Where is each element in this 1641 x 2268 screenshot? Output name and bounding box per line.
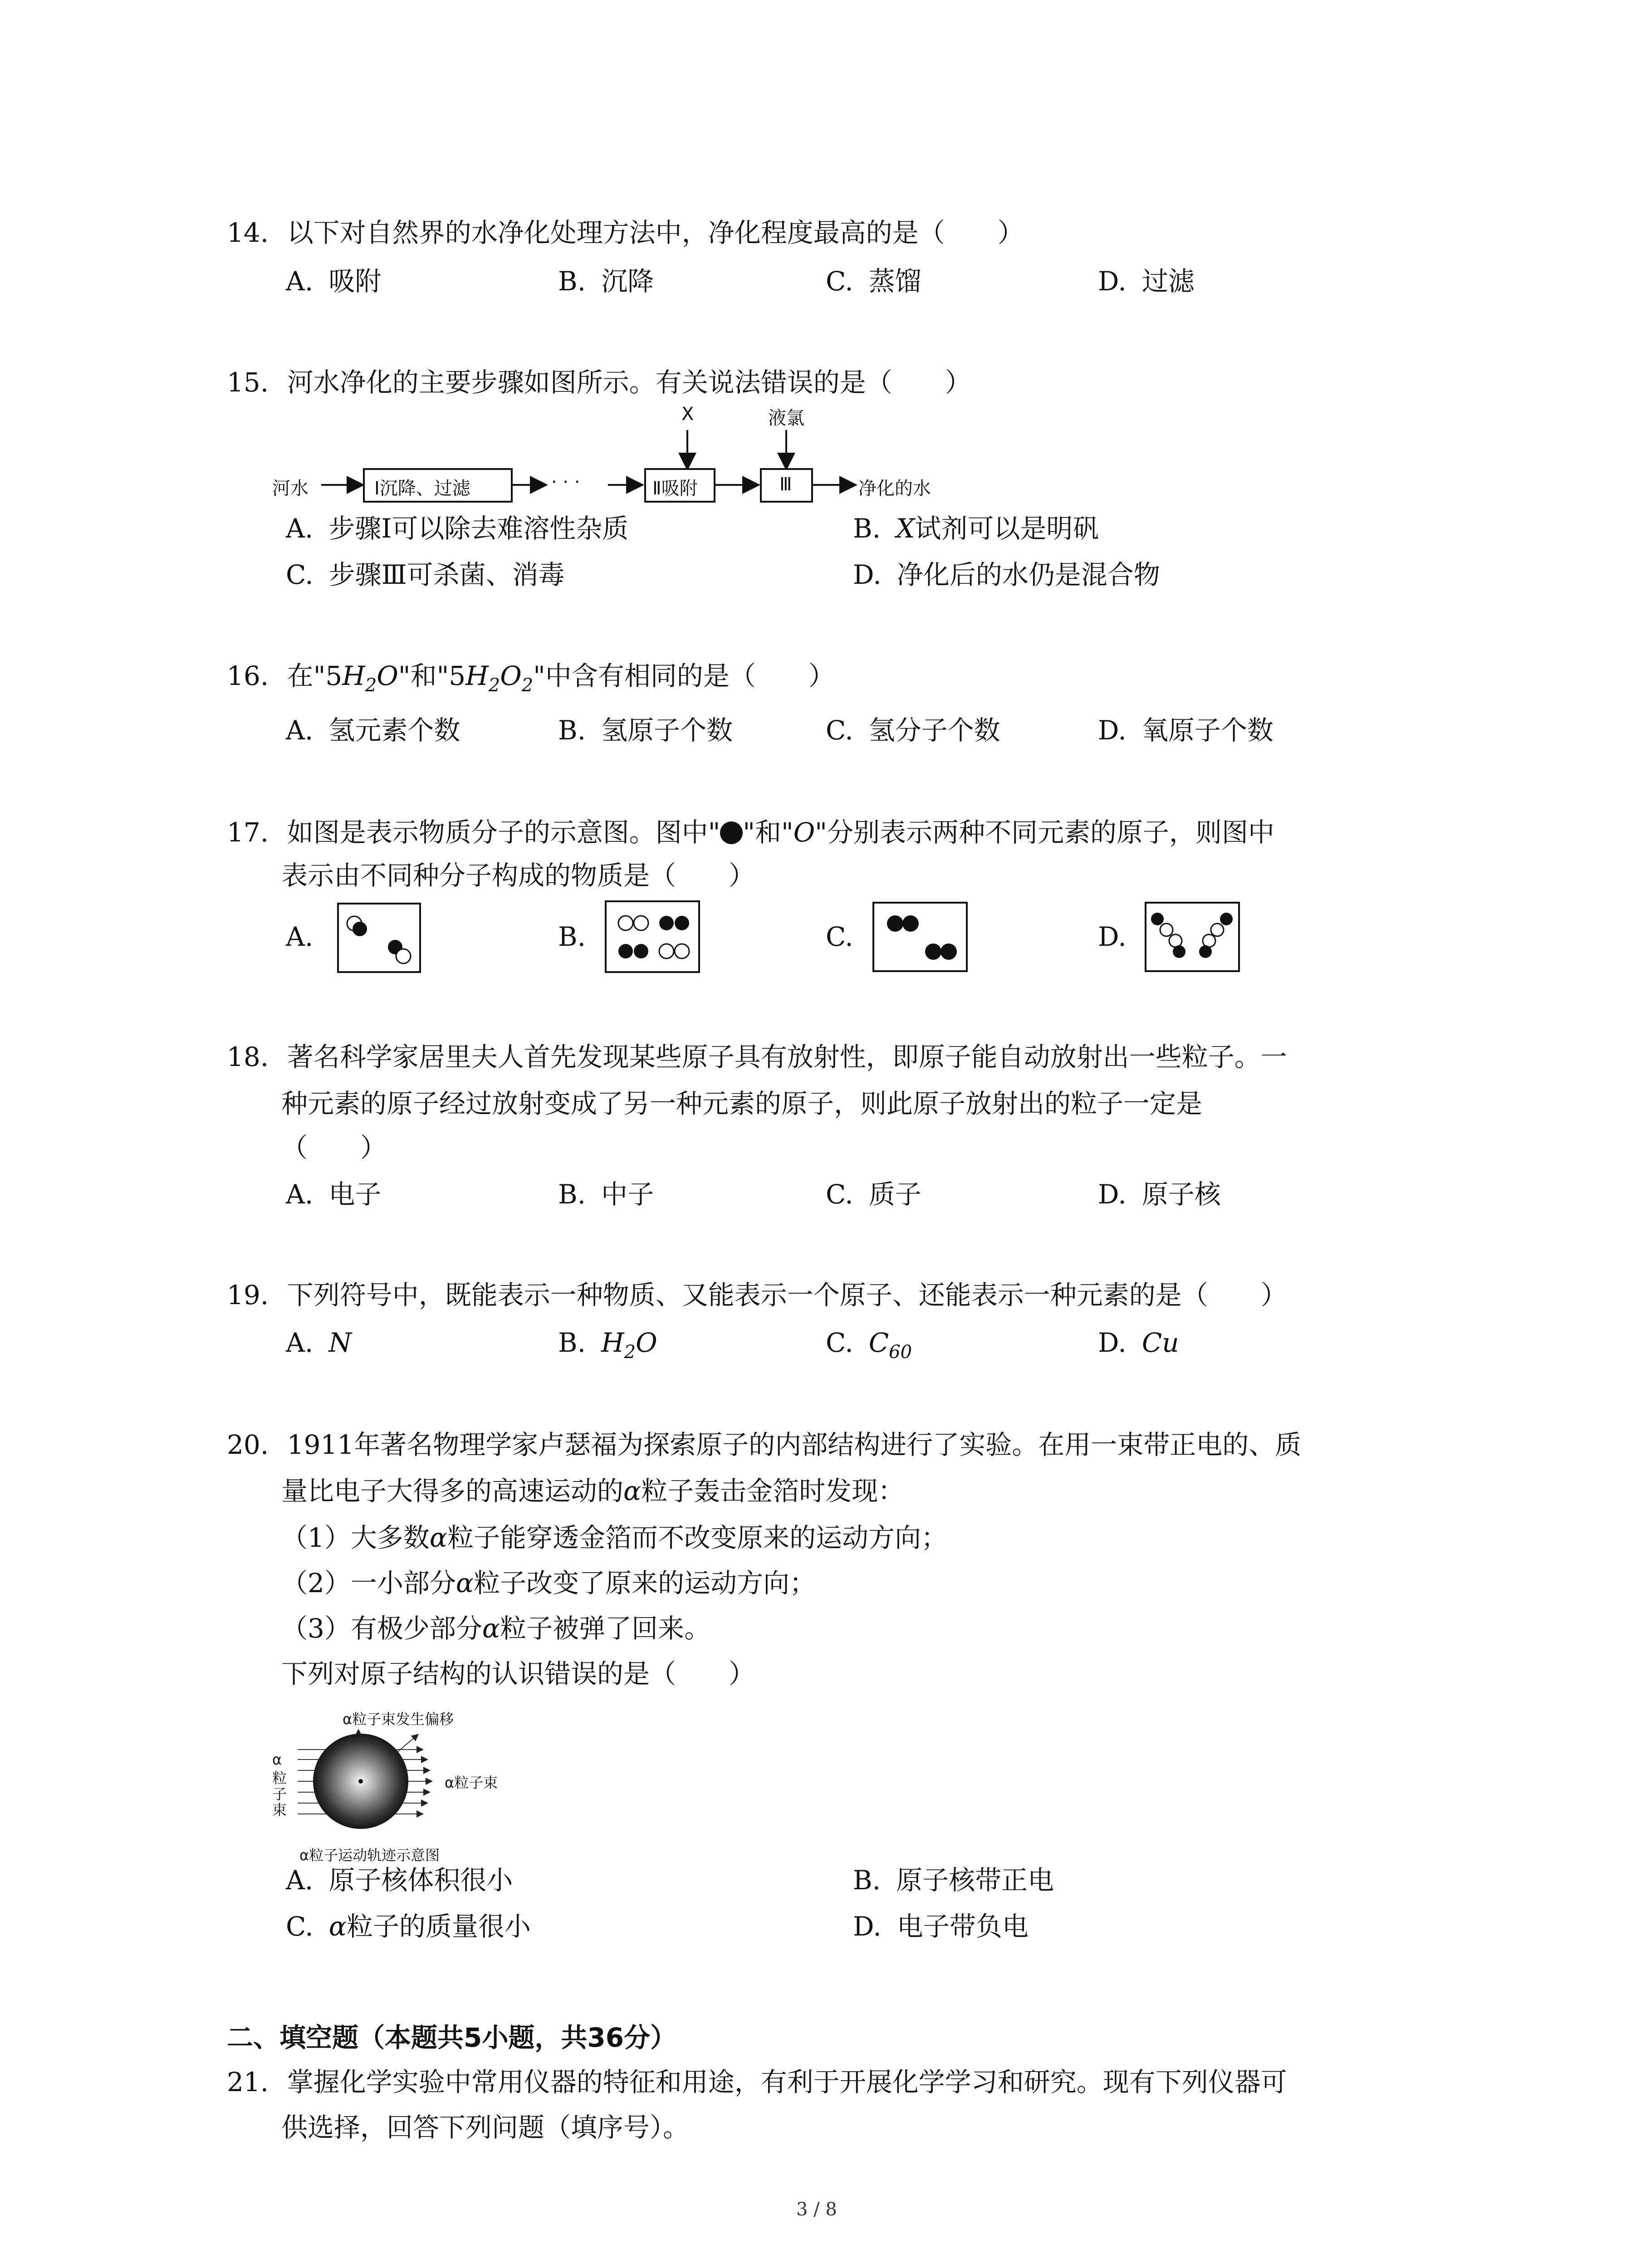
deflection-label: α粒子束发生偏移 <box>343 1711 454 1728</box>
q17-stem-line-2: 表示由不同种分子构成的物质是（ ） <box>281 860 755 891</box>
question-stem: 以下对自然界的水净化处理方法中，净化程度最高的是（ ） <box>287 217 1024 248</box>
q18-option-c: C. 质子 <box>826 1179 921 1210</box>
q19-option-a: A. N <box>286 1327 352 1358</box>
q14-option-c: C. 蒸馏 <box>826 266 921 297</box>
question-stem: 如图是表示物质分子的示意图。图中" "和"O"分别表示两种不同元素的原子，则图中 <box>287 817 1274 848</box>
q21-stem-line-2: 供选择，回答下列问题（填序号）。 <box>281 2112 690 2143</box>
x-reagent-label: X <box>681 404 694 425</box>
q15-stem-line <box>227 367 971 398</box>
q16-option-b: B. 氢原子个数 <box>558 715 733 746</box>
q21-stem-line-1 <box>227 2066 1287 2098</box>
q20-stem-line-1 <box>227 1429 1301 1461</box>
q20-observation-2: （2）一小部分α粒子改变了原来的运动方向； <box>281 1568 816 1598</box>
q17-option-d-molecule-diagram <box>1145 902 1240 972</box>
q15-option-b: B. X试剂可以是明矾 <box>853 513 1099 544</box>
q18-option-b: B. 中子 <box>558 1179 654 1210</box>
q19-stem-line <box>227 1279 1287 1311</box>
q20-stem-line-2: 量比电子大得多的高速运动的α粒子轰击金箔时发现： <box>281 1476 905 1506</box>
q14-option-d: D. 过滤 <box>1098 266 1195 297</box>
q18-option-a: A. 电子 <box>286 1179 382 1210</box>
q16-option-c: C. 氢分子个数 <box>826 715 1000 746</box>
q20-observation-1: （1）大多数α粒子能穿透金箔而不改变原来的运动方向； <box>281 1522 948 1553</box>
page-number: 3 / 8 <box>796 2199 837 2220</box>
question-stem: 著名科学家居里夫人首先发现某些原子具有放射性，即原子能自动放射出一些粒子。一 <box>287 1041 1287 1072</box>
q17-option-b-label: B. <box>558 921 586 952</box>
q14-option-b: B. 沉降 <box>558 266 654 297</box>
alpha-beam-left-4: 束 <box>272 1801 287 1818</box>
q20-option-a: A. 原子核体积很小 <box>286 1865 513 1896</box>
question-number: 18. <box>227 1041 269 1072</box>
q18-stem-line-2: 种元素的原子经过放射变成了另一种元素的原子，则此原子放射出的粒子一定是 <box>281 1088 1203 1119</box>
question-number: 20. <box>227 1429 269 1460</box>
alpha-beam-left-3: 子 <box>272 1785 287 1803</box>
step2-label: Ⅱ吸附 <box>652 478 698 499</box>
q20-observation-3: （3）有极少部分α粒子被弹了回来。 <box>281 1613 711 1644</box>
question-stem: 在"$5H_2O$"和"$5H_2O_2$"中含有相同的是（ ） <box>287 660 835 696</box>
q15-option-d: D. 净化后的水仍是混合物 <box>853 559 1160 590</box>
figure-caption: α粒子运动轨迹示意图 <box>299 1847 440 1864</box>
q18-option-d: D. 原子核 <box>1098 1179 1221 1210</box>
q17-stem-line-1 <box>227 816 1274 848</box>
q19-option-c: C. $C_{60}$ <box>826 1327 912 1363</box>
question-stem: 下列符号中，既能表示一种物质、又能表示一个原子、还能表示一种元素的是（ ） <box>287 1280 1287 1310</box>
alpha-beam-left-2: 粒 <box>272 1769 287 1787</box>
step1-label: Ⅰ沉降、过滤 <box>374 478 470 499</box>
black-atom-icon <box>720 821 743 844</box>
q16-option-a: A. 氢元素个数 <box>286 715 460 746</box>
question-number: 15. <box>227 367 269 398</box>
question-number: 17. <box>227 817 269 848</box>
q15-option-a: A. 步骤Ⅰ可以除去难溶性杂质 <box>286 513 629 544</box>
q20-option-d: D. 电子带负电 <box>853 1911 1029 1942</box>
question-stem: 1911年著名物理学家卢瑟福为探索原子的内部结构进行了实验。在用一束带正电的、质 <box>287 1429 1302 1460</box>
input-label: 河水 <box>272 478 309 499</box>
q18-stem-line-1 <box>227 1041 1287 1073</box>
q19-option-d: D. Cu <box>1098 1327 1179 1358</box>
question-number: 21. <box>227 2067 269 2097</box>
output-label: 净化的水 <box>858 478 931 499</box>
q20-stem-line-6: 下列对原子结构的认识错误的是（ ） <box>281 1658 755 1689</box>
ellipsis: · · · <box>551 472 580 493</box>
alpha-scattering-diagram <box>268 1699 522 1867</box>
section-heading: 二、填空题（本题共5小题，共36分） <box>227 2022 677 2053</box>
q17-option-d-label: D. <box>1098 921 1127 952</box>
q19-option-b: B. $H_2O$ <box>558 1327 657 1363</box>
q14-stem-line <box>227 217 1024 249</box>
water-purification-diagram <box>272 404 953 517</box>
question-number: 16. <box>227 660 269 691</box>
question-number: 14. <box>227 217 269 248</box>
q17-option-a-molecule-diagram <box>337 903 421 973</box>
q18-stem-line-3: （ ） <box>281 1132 387 1163</box>
q17-option-c-label: C. <box>826 921 853 952</box>
q17-option-b-molecule-diagram <box>605 900 700 973</box>
question-stem: 河水净化的主要步骤如图所示。有关说法错误的是（ ） <box>287 367 971 398</box>
alpha-beam-right: α粒子束 <box>445 1774 498 1791</box>
q20-option-c: C. α粒子的质量很小 <box>286 1911 531 1942</box>
question-number: 19. <box>227 1280 269 1310</box>
q14-option-a: A. 吸附 <box>286 266 382 297</box>
alpha-beam-left-1: α <box>272 1751 282 1768</box>
step3-label: Ⅲ <box>779 474 792 495</box>
q17-option-a-label: A. <box>286 921 314 952</box>
chlorine-label: 液氯 <box>768 408 804 429</box>
q17-option-c-molecule-diagram <box>872 902 968 972</box>
q16-option-d: D. 氧原子个数 <box>1098 715 1274 746</box>
question-stem: 掌握化学实验中常用仪器的特征和用途，有利于开展化学学习和研究。现有下列仪器可 <box>287 2067 1287 2097</box>
q16-stem-line <box>227 660 835 701</box>
q20-option-b: B. 原子核带正电 <box>853 1865 1054 1896</box>
q15-option-c: C. 步骤Ⅲ可杀菌、消毒 <box>286 559 565 590</box>
